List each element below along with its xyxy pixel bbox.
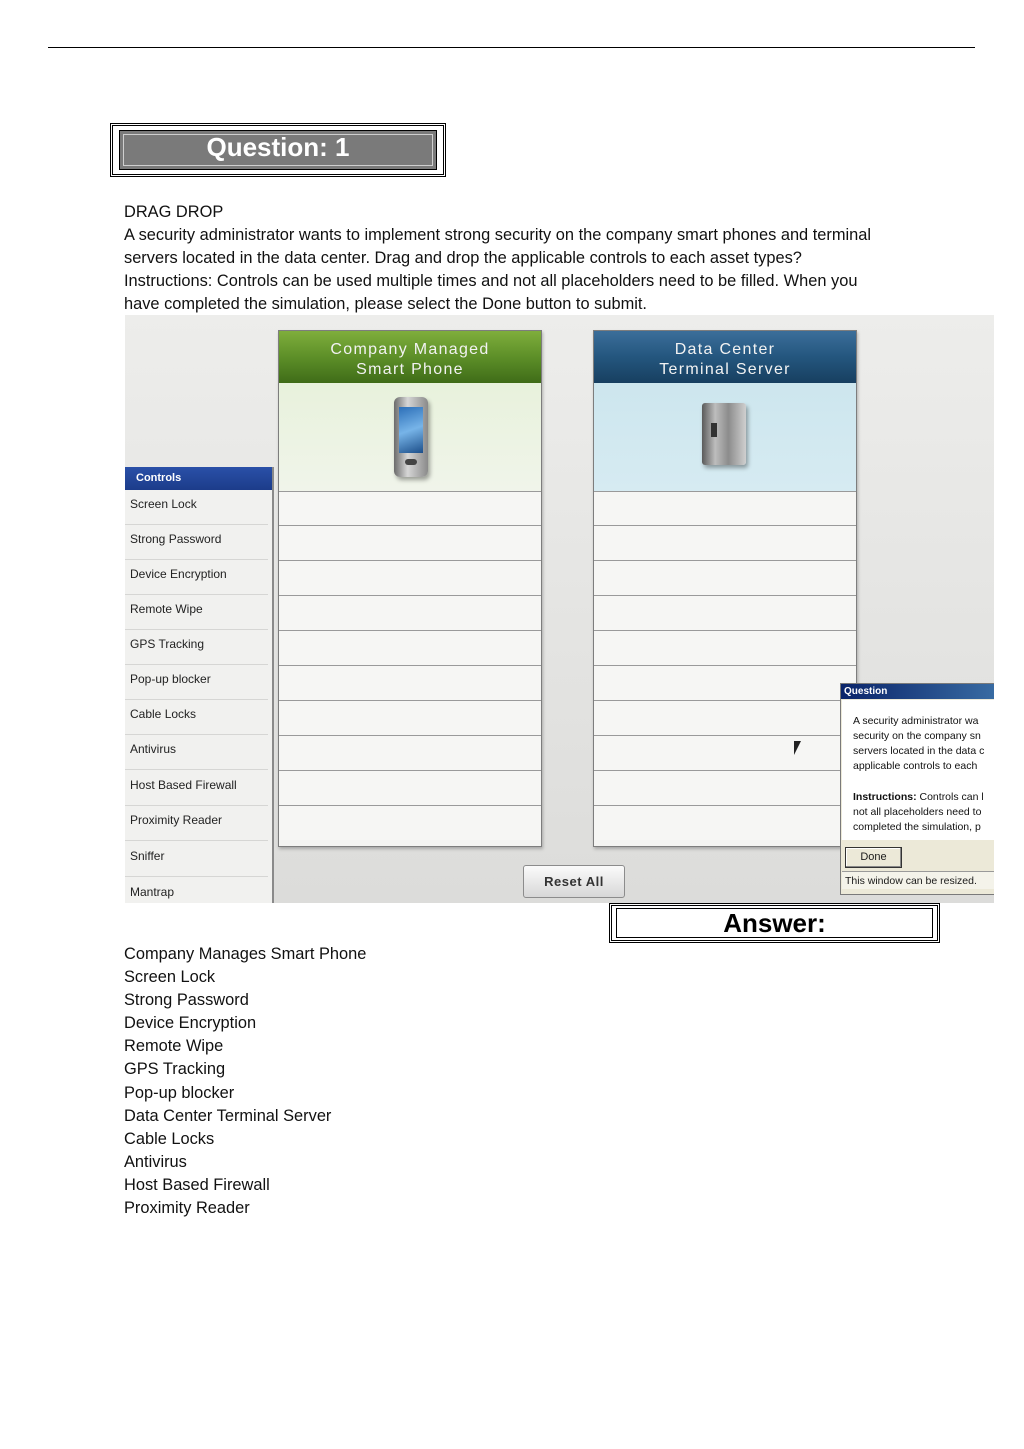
drop-slot[interactable] [279, 630, 541, 665]
control-gps-tracking[interactable]: GPS Tracking [125, 630, 268, 665]
control-mantrap[interactable]: Mantrap [125, 878, 268, 903]
asset-smart-phone-title: Company Managed Smart Phone [279, 331, 541, 383]
server-icon [702, 403, 746, 465]
answer-item: Screen Lock [124, 968, 216, 987]
reset-all-button[interactable]: Reset All [523, 865, 625, 898]
done-button[interactable]: Done [845, 847, 902, 868]
answer-item: Host Based Firewall [124, 1175, 270, 1194]
question-text [124, 201, 964, 316]
control-device-encryption[interactable]: Device Encryption [125, 560, 268, 595]
question-line: Instructions: Controls can be used multiple times and not all placeholders need to be filled. When you [124, 272, 858, 290]
answer-item: Device Encryption [124, 1014, 257, 1033]
control-popup-blocker[interactable]: Pop-up blocker [125, 665, 268, 700]
drop-slot[interactable] [594, 735, 856, 770]
answer-header-box [609, 903, 940, 943]
question-line: A security administrator wants to implement strong security on the company smart phones and terminal [124, 226, 872, 244]
mouse-pointer-icon [794, 741, 801, 755]
drop-slot[interactable] [279, 491, 541, 526]
answer-item: Remote Wipe [124, 1037, 224, 1056]
control-strong-password[interactable]: Strong Password [125, 525, 268, 560]
question-window-content: A security administrator wa security on the company sn servers located in the data c applicable controls to each Instructions: Controls can l not all placeholders need to completed the simulation, p [842, 700, 994, 840]
question-header-box [110, 123, 446, 177]
question-line: servers located in the data center. Drag and drop the applicable controls to each asset types? [124, 249, 802, 267]
drop-slot[interactable] [594, 525, 856, 560]
answer-item: Strong Password [124, 991, 249, 1010]
answer-item: Pop-up blocker [124, 1083, 235, 1102]
drop-slot[interactable] [594, 770, 856, 805]
controls-panel [125, 467, 274, 903]
resize-note: This window can be resized. [842, 871, 994, 889]
answer-item: Proximity Reader [124, 1199, 250, 1218]
drop-slot[interactable] [279, 735, 541, 770]
answer-header: Answer: [723, 908, 826, 938]
control-cable-locks[interactable]: Cable Locks [125, 700, 268, 735]
question-type: DRAG DROP [124, 203, 224, 221]
answer-item: Cable Locks [124, 1129, 215, 1148]
drop-slot[interactable] [594, 491, 856, 526]
drop-slot[interactable] [279, 595, 541, 630]
asset-terminal-server [593, 330, 857, 847]
answer-item: GPS Tracking [124, 1060, 226, 1079]
drop-slot[interactable] [279, 525, 541, 560]
drop-slot[interactable] [279, 560, 541, 595]
drop-slot[interactable] [594, 665, 856, 700]
asset-smart-phone [278, 330, 542, 847]
drop-slot[interactable] [594, 560, 856, 595]
drop-slot[interactable] [594, 700, 856, 735]
control-proximity-reader[interactable]: Proximity Reader [125, 806, 268, 841]
drop-slot[interactable] [594, 805, 856, 840]
simulation-screenshot [125, 315, 994, 903]
top-rule [48, 47, 975, 48]
drop-slot[interactable] [594, 630, 856, 665]
control-sniffer[interactable]: Sniffer [125, 842, 268, 877]
control-screen-lock[interactable]: Screen Lock [125, 490, 268, 525]
answer-item: Company Manages Smart Phone [124, 945, 367, 963]
controls-title: Controls [125, 467, 272, 490]
control-remote-wipe[interactable]: Remote Wipe [125, 595, 268, 630]
control-antivirus[interactable]: Antivirus [125, 735, 268, 770]
drop-slot[interactable] [279, 665, 541, 700]
smartphone-icon [394, 397, 428, 477]
drop-slot[interactable] [279, 770, 541, 805]
control-host-based-firewall[interactable]: Host Based Firewall [125, 771, 268, 806]
question-window-title: Question [841, 684, 994, 699]
question-window [840, 683, 994, 895]
drop-slot[interactable] [594, 595, 856, 630]
answer-item: Antivirus [124, 1152, 187, 1171]
drop-slot[interactable] [279, 805, 541, 840]
drop-slot[interactable] [279, 700, 541, 735]
question-line: have completed the simulation, please select the Done button to submit. [124, 295, 647, 313]
asset-terminal-server-title: Data Center Terminal Server [594, 331, 856, 383]
answer-item: Data Center Terminal Server [124, 1106, 332, 1125]
question-header: Question: 1 [206, 132, 350, 162]
answer-list [124, 943, 366, 1220]
